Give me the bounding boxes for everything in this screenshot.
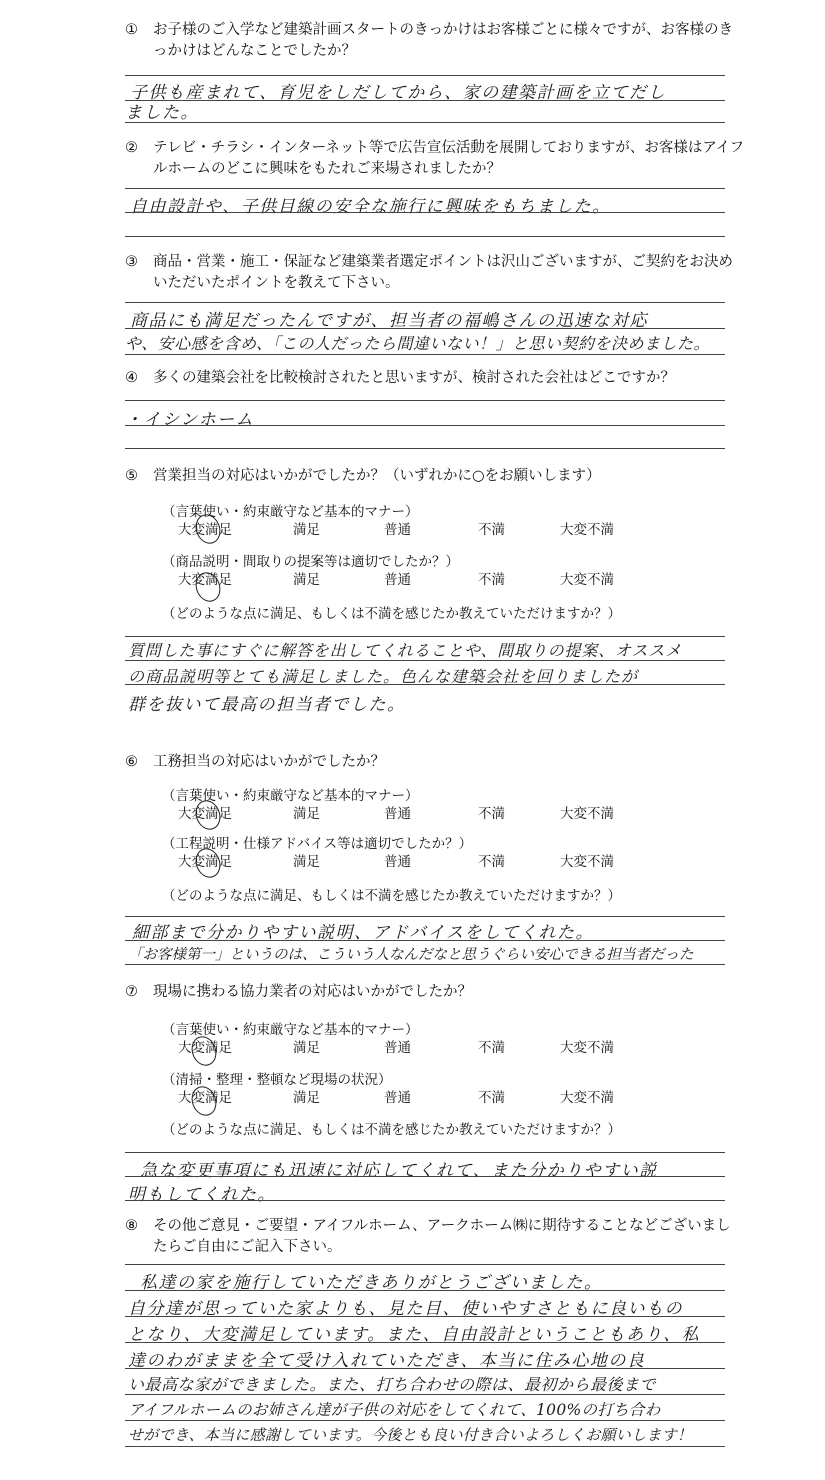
answer-line bbox=[125, 660, 725, 661]
rating-option[interactable]: 不満 bbox=[478, 1040, 505, 1056]
answer-line bbox=[125, 684, 725, 685]
rating-option[interactable]: 不満 bbox=[478, 572, 505, 588]
answer-5-line-2: の商品説明等とても満足しました。色んな建築会社を回りましたが bbox=[128, 667, 639, 686]
rating-option[interactable]: 大変不満 bbox=[560, 854, 614, 870]
answer-line bbox=[125, 75, 725, 76]
answer-8-line-4: 達のわがままを全て受け入れていただき、本当に住み心地の良 bbox=[128, 1351, 646, 1371]
answer-line bbox=[125, 1420, 725, 1421]
rating-option[interactable]: 大変満足 bbox=[178, 1090, 232, 1106]
question-7: ⑦ 現場に携わる協力業者の対応はいかがでしたか？ bbox=[125, 984, 472, 1000]
answer-line bbox=[125, 1342, 725, 1343]
answer-line bbox=[125, 1394, 725, 1395]
answer-1-line-1: 子供も産まれて、育児をしだしてから、家の建築計画を立てだし bbox=[130, 83, 667, 103]
rating-option[interactable]: 大変不満 bbox=[560, 572, 614, 588]
answer-6-line-1: 細部まで分かりやすい説明、アドバイスをしてくれた。 bbox=[132, 923, 594, 943]
rating-row-5b bbox=[178, 568, 738, 586]
answer-line bbox=[125, 400, 725, 401]
answer-line bbox=[125, 1152, 725, 1153]
answer-8-line-1: 私達の家を施行していただきありがとうございました。 bbox=[140, 1273, 603, 1293]
answer-line bbox=[125, 1290, 725, 1291]
question-2: ② テレビ・チラシ・インターネット等で広告宣伝活動を展開しておりますが、お客様はアイフルホームのどこに興味をもたれご来場されましたか？ bbox=[125, 140, 745, 177]
rating-option[interactable]: 大変満足 bbox=[178, 572, 232, 588]
answer-8-line-5: い最高な家ができました。また、打ち合わせの際は、最初から最後まで bbox=[128, 1375, 657, 1394]
rating-option[interactable]: 大変満足 bbox=[178, 854, 232, 870]
answer-line bbox=[125, 302, 725, 303]
answer-line bbox=[125, 188, 725, 189]
answer-line bbox=[125, 1264, 725, 1265]
rating-row-7a bbox=[178, 1036, 738, 1054]
answer-5-line-1: 質問した事にすぐに解答を出してくれることや、間取りの提案、オススメ bbox=[128, 641, 682, 660]
answer-line bbox=[125, 448, 725, 449]
answer-3-line-2: や、安心感を含め、「この人だったら間違いない！」と思い契約を決めました。 bbox=[125, 334, 711, 353]
question-6: ⑥ 工務担当の対応はいかがでしたか？ bbox=[125, 754, 385, 770]
rating-option[interactable]: 普通 bbox=[384, 1090, 411, 1106]
answer-8-line-6: アイフルホームのお姉さん達が子供の対応をしてくれて、100%の打ち合わ bbox=[128, 1401, 661, 1419]
answer-line bbox=[125, 964, 725, 965]
answer-line bbox=[125, 425, 725, 426]
rating-row-6b bbox=[178, 850, 738, 868]
prompt-7: （どのような点に満足、もしくは不満を感じたか教えていただけますか？） bbox=[162, 1122, 621, 1138]
sub-question-7a: （言葉使い・約束厳守など基本的マナー） bbox=[162, 1022, 419, 1038]
answer-line bbox=[125, 122, 725, 123]
rating-option[interactable]: 大変満足 bbox=[178, 1040, 232, 1056]
answer-line bbox=[125, 940, 725, 941]
answer-6-line-2: 「お客様第一」というのは、こういう人なんだなと思うぐらい安心できる担当者だった bbox=[128, 947, 694, 963]
answer-line bbox=[125, 1200, 725, 1201]
answer-line bbox=[125, 1316, 725, 1317]
question-1: ① お子様のご入学など建築計画スタートのきっかけはお客様ごとに様々ですが、お客様のきっかけはどんなことでしたか？ bbox=[125, 22, 733, 59]
answer-line bbox=[125, 1368, 725, 1369]
rating-option[interactable]: 不満 bbox=[478, 854, 505, 870]
answer-line bbox=[125, 100, 725, 101]
rating-option[interactable]: 満足 bbox=[293, 1040, 320, 1056]
sub-question-6a: （言葉使い・約束厳守など基本的マナー） bbox=[162, 788, 419, 804]
answer-line bbox=[125, 916, 725, 917]
sub-question-7b: （清掃・整理・整頓など現場の状況） bbox=[162, 1072, 392, 1088]
answer-5-line-3: 群を抜いて最高の担当者でした。 bbox=[128, 695, 406, 715]
rating-option[interactable]: 満足 bbox=[293, 1090, 320, 1106]
rating-option[interactable]: 不満 bbox=[478, 806, 505, 822]
question-4: ④ 多くの建築会社を比較検討されたと思いますが、検討された会社はどこですか？ bbox=[125, 370, 675, 386]
answer-line bbox=[125, 1446, 725, 1447]
rating-option[interactable]: 普通 bbox=[384, 522, 411, 538]
rating-option[interactable]: 満足 bbox=[293, 572, 320, 588]
rating-row-6a bbox=[178, 802, 738, 820]
question-5: ⑤ 営業担当の対応はいかがでしたか？（いずれかに○をお願いします） bbox=[125, 468, 601, 484]
answer-3-line-1: 商品にも満足だったんですが、担当者の福嶋さんの迅速な対応 bbox=[130, 311, 648, 331]
rating-option[interactable]: 大変満足 bbox=[178, 522, 232, 538]
rating-option[interactable]: 大変不満 bbox=[560, 522, 614, 538]
rating-option[interactable]: 大変不満 bbox=[560, 1090, 614, 1106]
answer-8-line-3: となり、大変満足しています。また、自由設計ということもあり、私 bbox=[128, 1325, 701, 1345]
rating-row-5a bbox=[178, 518, 738, 536]
rating-option[interactable]: 普通 bbox=[384, 806, 411, 822]
answer-line bbox=[125, 236, 725, 237]
answer-line bbox=[125, 354, 725, 355]
rating-option[interactable]: 大変満足 bbox=[178, 806, 232, 822]
answer-line bbox=[125, 212, 725, 213]
answer-line bbox=[125, 328, 725, 329]
rating-option[interactable]: 普通 bbox=[384, 572, 411, 588]
answer-7-line-2: 明もしてくれた。 bbox=[128, 1185, 276, 1205]
answer-4-line-1: ・イシンホーム bbox=[125, 410, 255, 430]
answer-2-line-1: 自由設計や、子供目線の安全な施行に興味をもちました。 bbox=[130, 197, 611, 217]
answer-8-line-2: 自分達が思っていた家よりも、見た目、使いやすさともに良いもの bbox=[128, 1299, 683, 1319]
question-3: ③ 商品・営業・施工・保証など建築業者選定ポイントは沢山ございますが、ご契約をお決めいただいたポイントを教えて下さい。 bbox=[125, 254, 733, 291]
prompt-5: （どのような点に満足、もしくは不満を感じたか教えていただけますか？） bbox=[162, 606, 621, 622]
sub-question-6b: （工程説明・仕様アドバイス等は適切でしたか？） bbox=[162, 836, 473, 852]
rating-option[interactable]: 満足 bbox=[293, 806, 320, 822]
rating-option[interactable]: 大変不満 bbox=[560, 1040, 614, 1056]
prompt-6: （どのような点に満足、もしくは不満を感じたか教えていただけますか？） bbox=[162, 888, 621, 904]
answer-1-line-2: ました。 bbox=[125, 103, 199, 123]
sub-question-5a: （言葉使い・約束厳守など基本的マナー） bbox=[162, 504, 419, 520]
sub-question-5b: （商品説明・間取りの提案等は適切でしたか？） bbox=[162, 554, 459, 570]
question-8: ⑧ その他ご意見・ご要望・アイフルホーム、アークホーム㈱に期待することなどございましたらご自由にご記入下さい。 bbox=[125, 1218, 731, 1255]
answer-7-line-1: 急な変更事項にも迅速に対応してくれて、また分かりやすい説 bbox=[140, 1161, 658, 1181]
rating-row-7b bbox=[178, 1086, 738, 1104]
rating-option[interactable]: 普通 bbox=[384, 1040, 411, 1056]
answer-line bbox=[125, 1176, 725, 1177]
answer-line bbox=[125, 636, 725, 637]
rating-option[interactable]: 不満 bbox=[478, 1090, 505, 1106]
rating-option[interactable]: 満足 bbox=[293, 522, 320, 538]
rating-option[interactable]: 普通 bbox=[384, 854, 411, 870]
rating-option[interactable]: 大変不満 bbox=[560, 806, 614, 822]
rating-option[interactable]: 不満 bbox=[478, 522, 505, 538]
answer-8-line-7: せができ、本当に感謝しています。今後とも良い付き合いよろしくお願いします！ bbox=[128, 1426, 693, 1444]
rating-option[interactable]: 満足 bbox=[293, 854, 320, 870]
